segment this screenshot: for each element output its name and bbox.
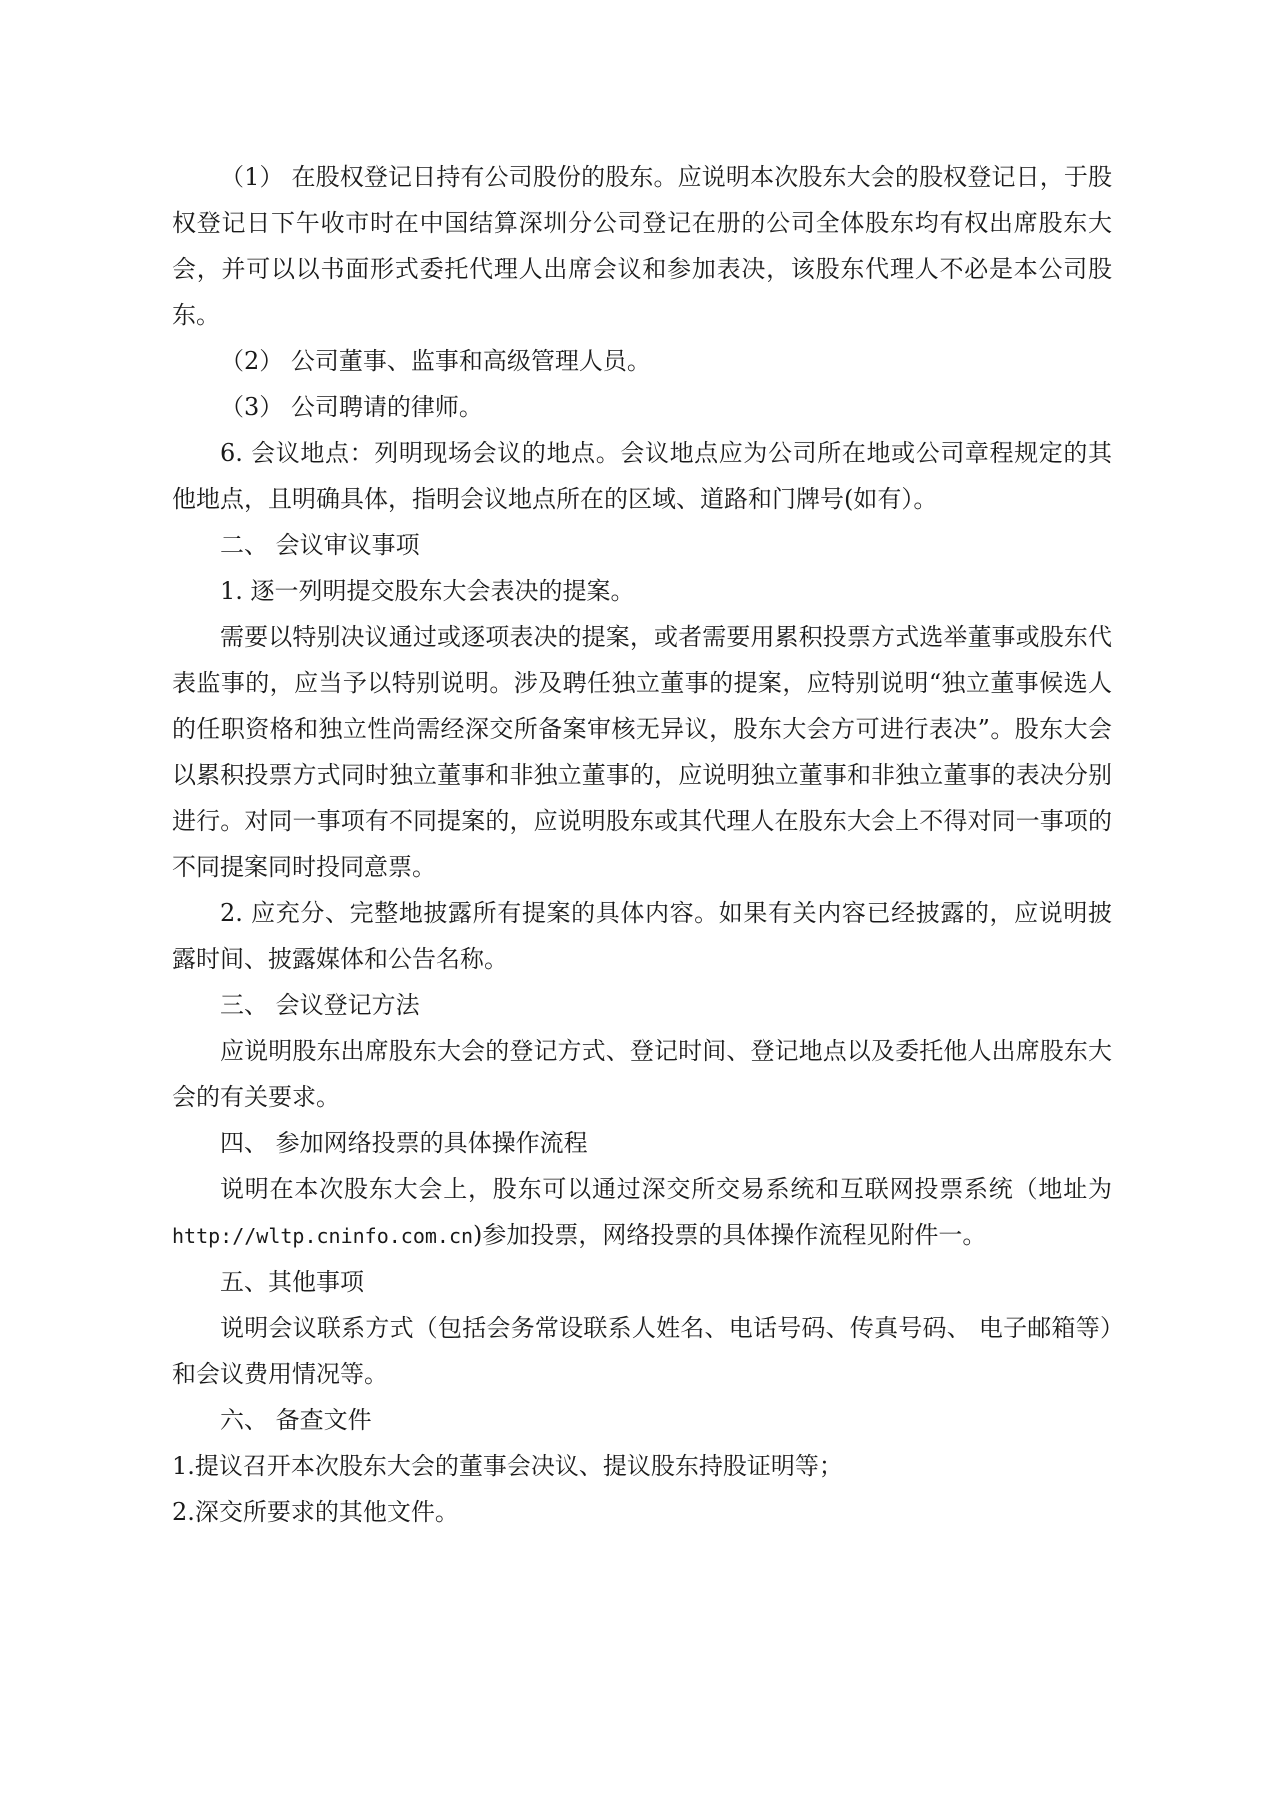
voting-system-url: http://wltp.cninfo.com.cn [172, 1224, 474, 1248]
online-voting-text-a: 说明在本次股东大会上，股东可以通过深交所交易系统和互联网投票系统（地址为 [220, 1175, 1112, 1203]
section-heading-other-matters: 五、其他事项 [220, 1268, 364, 1296]
paragraph-meeting-location: 6. 会议地点：列明现场会议的地点。会议地点应为公司所在地或公司章程规定的其他地点，且明确具体，指明会议地点所在的区域、道路和门牌号(如有）。 [172, 439, 1112, 513]
section-heading-agenda: 二、 会议审议事项 [220, 531, 420, 559]
paragraph-reference-doc-1: 1.提议召开本次股东大会的董事会决议、提议股东持股证明等； [172, 1452, 843, 1480]
paragraph-disclose-proposals: 2. 应充分、完整地披露所有提案的具体内容。如果有关内容已经披露的，应说明披露时间、披露媒体和公告名称。 [172, 899, 1112, 973]
section-heading-reference-docs: 六、 备查文件 [220, 1406, 372, 1434]
paragraph-online-voting [172, 1166, 1112, 1259]
section-heading-registration: 三、 会议登记方法 [220, 991, 420, 1019]
section-heading-online-voting: 四、 参加网络投票的具体操作流程 [220, 1129, 588, 1157]
paragraph-list-proposals: 1. 逐一列明提交股东大会表决的提案。 [220, 577, 635, 605]
paragraph-contact-info: 说明会议联系方式（包括会务常设联系人姓名、电话号码、传真号码、 电子邮箱等）和会议费用情况等。 [172, 1314, 1112, 1388]
online-voting-text-b: )参加投票，网络投票的具体操作流程见附件一。 [473, 1221, 987, 1249]
paragraph-registration-method: 应说明股东出席股东大会的登记方式、登记时间、登记地点以及委托他人出席股东大会的有关要求。 [172, 1037, 1112, 1111]
paragraph-directors-supervisors: （2） 公司董事、监事和高级管理人员。 [220, 347, 651, 375]
paragraph-lawyers: （3） 公司聘请的律师。 [220, 393, 483, 421]
paragraph-reference-doc-2: 2.深交所要求的其他文件。 [172, 1498, 459, 1526]
paragraph-shareholders-eligibility: （1） 在股权登记日持有公司股份的股东。应说明本次股东大会的股权登记日，于股权登记日下午收市时在中国结算深圳分公司登记在册的公司全体股东均有权出席股东大会，并可以以书面形式委托代理人出席会议和参加表决，该股东代理人不必是本公司股东。 [172, 163, 1112, 329]
paragraph-special-resolutions: 需要以特别决议通过或逐项表决的提案，或者需要用累积投票方式选举董事或股东代表监事的，应当予以特别说明。涉及聘任独立董事的提案，应特别说明“独立董事候选人的任职资格和独立性尚需经深交所备案审核无异议，股东大会方可进行表决”。股东大会以累积投票方式同时独立董事和非独立董事的，应说明独立董事和非独立董事的表决分别进行。对同一事项有不同提案的，应说明股东或其代理人在股东大会上不得对同一事项的不同提案同时投同意票。 [172, 623, 1112, 881]
document-body [172, 154, 1112, 1535]
